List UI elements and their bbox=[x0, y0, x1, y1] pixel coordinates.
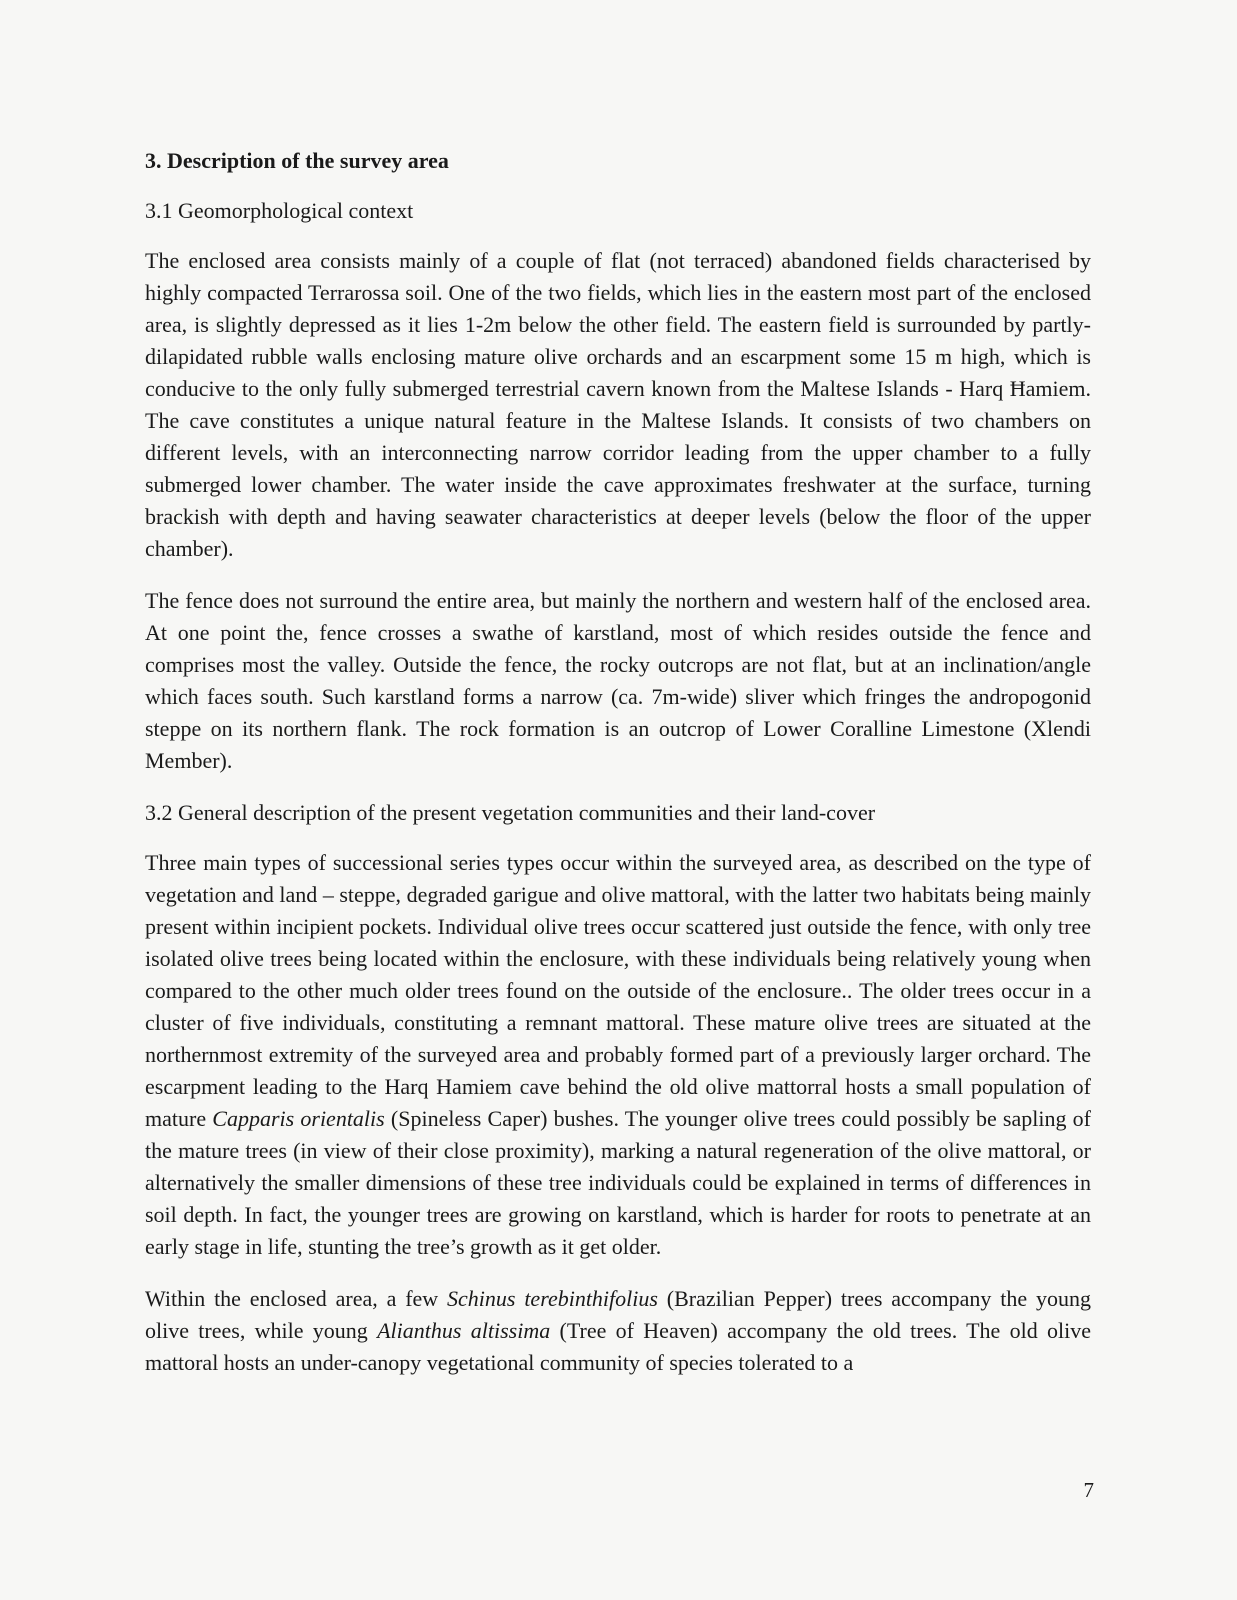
paragraph-text: (Brazilian Pepper) trees accompany the young olive trees, while young bbox=[145, 1286, 1092, 1343]
subsection-heading-vegetation: 3.2 General description of the present vegetation communities and their land-cover bbox=[145, 800, 876, 825]
paragraph-vegetation-1 bbox=[145, 847, 1091, 1263]
document-page bbox=[145, 145, 1091, 1399]
page-number: 7 bbox=[1083, 1478, 1094, 1502]
paragraph-vegetation-2 bbox=[145, 1283, 1091, 1379]
paragraph-geomorphology-2: The fence does not surround the entire area, but mainly the northern and western half of the enclosed area. At one point the, fence crosses a swathe of karstland, most of which resides outside the fence and comprises most the valley. Outside the fence, the rocky outcrops are not flat, but at an inclination/angle which faces south. Such karstland forms a narrow (ca. 7m-wide) sliver which fringes the andropogonid steppe on its northern flank. The rock formation is an outcrop of Lower Coralline Limestone (Xlendi Member). bbox=[145, 588, 1091, 773]
species-name: Schinus terebinthifolius bbox=[447, 1286, 658, 1311]
paragraph-text: (Spineless Caper) bushes. The younger olive trees could possibly be sapling of the mature trees (in view of their close proximity), marking a natural regeneration of the olive mattoral, or alternatively the smaller dimensions of these tree individuals could be explained in terms of differences in soil depth. In fact, the younger trees are growing on karstland, which is harder for roots to penetrate at an early stage in life, stunting the tree’s growth as it get older. bbox=[145, 1106, 1092, 1259]
paragraph-text: Three main types of successional series types occur within the surveyed area, as described on the type of vegetation and land – steppe, degraded garigue and olive mattoral, with the latter two habitats being mainly present within incipient pockets. Individual olive trees occur scattered just outside the fence, with only tree isolated olive trees being located within the enclosure, with these individuals being relatively young when compared to the other much older trees found on the outside of the enclosure.. The older trees occur in a cluster of five individuals, constituting a remnant mattoral. These mature olive trees are situated at the northernmost extremity of the surveyed area and probably formed part of a previously larger orchard. The escarpment leading to the Harq Hamiem cave behind the old olive mattorral hosts a small population of mature bbox=[145, 850, 1091, 1131]
species-name: Alianthus altissima bbox=[377, 1318, 551, 1343]
subsection-heading-geomorphology: 3.1 Geomorphological context bbox=[145, 198, 414, 223]
section-heading: 3. Description of the survey area bbox=[145, 148, 449, 173]
paragraph-text: Within the enclosed area, a few bbox=[145, 1286, 448, 1311]
species-name: Capparis orientalis bbox=[212, 1106, 385, 1131]
paragraph-geomorphology-1: The enclosed area consists mainly of a couple of flat (not terraced) abandoned fields characterised by highly compacted Terrarossa soil. One of the two fields, which lies in the eastern most part of the enclosed area, is slightly depressed as it lies 1-2m below the other field. The eastern field is surrounded by partly-dilapidated rubble walls enclosing mature olive orchards and an escarpment some 15 m high, which is conducive to the only fully submerged terrestrial cavern known from the Maltese Islands - Harq Ħamiem. The cave constitutes a unique natural feature in the Maltese Islands. It consists of two chambers on different levels, with an interconnecting narrow corridor leading from the upper chamber to a fully submerged lower chamber. The water inside the cave approximates freshwater at the surface, turning brackish with depth and having seawater characteristics at deeper levels (below the floor of the upper chamber). bbox=[145, 248, 1091, 561]
paragraph-text: (Tree of Heaven) accompany the old trees. The old olive mattoral hosts an under-canopy vegetational community of species tolerated to a bbox=[145, 1318, 1092, 1375]
